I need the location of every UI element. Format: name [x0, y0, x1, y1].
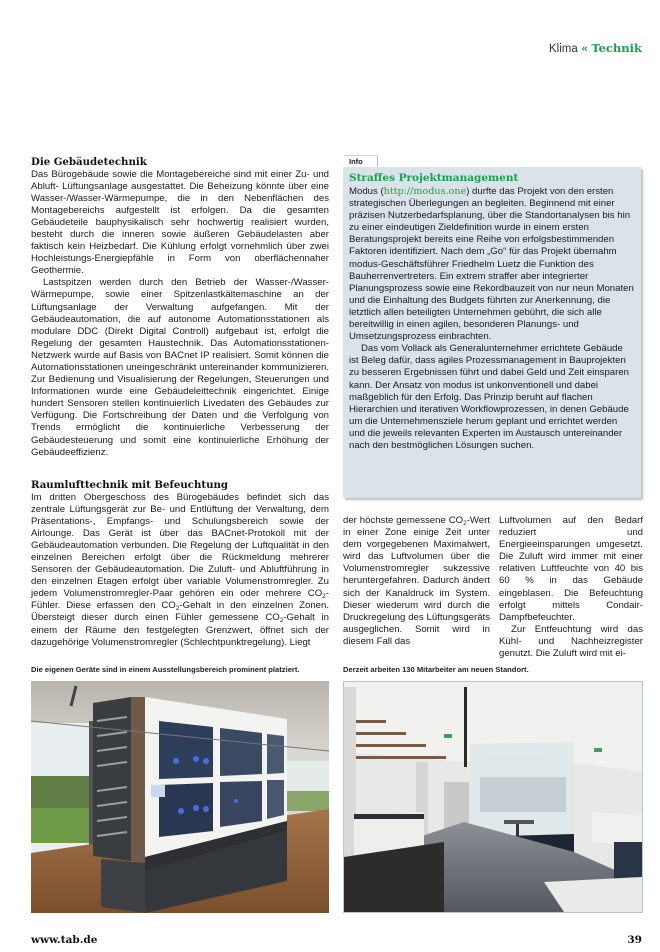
paragraph: Das Bürogebäude sowie die Montagebereiche sind mit einer Zu- und Abluft- Lüftungsanlage ausgestattet. Die Beheizung könnte über eine Wasser-/Wasser-Wärmepumpe, die in den Nebenflächen des Montagebereichs aufgestellt ist erfolgen. Da die gesamten Gebäudeteile bauphysikalisch sehr hochwertig realisiert wurden, besteht durch die inneren sowie äußeren Gebäudelasten aber faktisch kein Heizbedarf. Die Kühlung erfolgt vornehmlich über zwei Hochleistungs-Energiepfähle in Form von oberflächennaher Geothermie.	[31, 168, 329, 277]
subscript: 2	[463, 520, 467, 527]
photo-caption-right: Derzeit arbeiten 130 Mitarbeiter am neuen Standort.	[343, 665, 529, 674]
info-tab-label: Info	[344, 155, 378, 168]
article-column-middle	[343, 515, 490, 648]
article-column-right	[499, 515, 643, 660]
modus-link[interactable]: http://modus.one	[383, 186, 467, 197]
text-run: Im dritten Obergeschoss des Bürogebäudes befindet sich das zentrale Lüftungsgerät zur Be- und Entlüftung der Verwaltung, dem Präsentations-, Empfangs- und Schulungsbereich sowie der Airlounge. Das Gerät ist über das BACnet-Protokoll mit der Gebäudeautomation verbunden. Die Regelung der Luftqualität in den einzelnen Bereichen erfolgt über die Rückmeldung mehrerer Sensoren der Gebäudeautomation. Die Zuluft- und Abluftführung in den einzelnen Etagen erfolgt über variable Volumenstromregler. Zu jedem Volumenstromregler-Paar gehören ein oder mehrere CO	[31, 491, 329, 600]
paragraph: Zur Entfeuchtung wird das Kühl- und Nachheizregister genutzt. Die Zuluft wird mit ei-	[499, 623, 643, 660]
page-number: 39	[627, 934, 642, 946]
footer-website[interactable]: www.tab.de	[31, 934, 98, 946]
subscript: 2	[279, 617, 284, 625]
double-chevron-left-icon: «	[580, 41, 589, 55]
exhibition-photo	[31, 681, 329, 913]
info-paragraph: Das vom Vollack als Generalunternehmer errichtete Gebäude ist Beleg dafür, dass agiles Prozessmanagement in Bauprojekten zu besseren Ergebnissen führt und dabei Geld und Zeit einsparen kann. Der Ansatz von modus ist unkonventionell und dabei maßgeblich für den Erfolg. Das Prinzip beruht auf flachen Hierarchien und iterativen Workflowprozessen, in denen Gebäude um die Unternehmensziele herum geplant und errichtet werden und die jeweils relevanten Experten im Austausch untereinander nach den bestmöglichen Lösungen suchen.	[349, 343, 629, 451]
exhibition-hall-image-icon	[31, 681, 329, 913]
info-box	[343, 167, 641, 498]
text-run: Modus (	[349, 186, 384, 197]
info-box-title: Straffes Projektmanagement	[349, 172, 519, 184]
text-run: -Fühler. Diese erfassen den CO	[31, 588, 329, 612]
office-interior-image-icon	[344, 682, 642, 912]
paragraph: Lastspitzen werden durch den Betrieb der Wasser-/Wasser-Wärmepumpe, sowie einer Spitzenlastkältemaschine an der Lüftungsanlage der Verwaltung aufgefangen. Mit der Gebäudeautomation, die auf autonome Automationsstationen als modulare DDC (Direkt Digital Controll) aufgebaut ist, erfolgt die Regelung der gesamten Haustechnik. Das Automationsstationen-Netzwerk wurde auf Basis von BACnet IP realisiert. Somit können die Automationsstationen uneingeschränkt untereinander kommunizieren. Zur Bedienung und Visualisierung der Regelungen, Steuerungen und Informationen wurde eine Gebäudeleittechnik eingerichtet. Einige hundert Sensoren stellen kontinuierlich Livedaten des Gebäudes zur Verfügung. Die Fortschreibung der Daten und die Verfolgung von Trends ermöglicht die kontinuierliche Verbesserung der Gebäudesteuerung und somit eine kontinuierliche Erhöhung der Gebäudeeffizienz.	[31, 277, 329, 458]
section-heading-gebaeudetechnik: Die Gebäudetechnik	[31, 156, 147, 168]
text-run: -Gehalt in den einzelnen Zonen. Übersteigt dieser durch einen Fühler gemessene CO	[31, 600, 329, 624]
paragraph	[31, 492, 329, 649]
office-photo	[343, 681, 643, 913]
text-run: -Gehalt in einem der Räume den festgelegten Grenzwert, öffnet sich der dazugehörige Volumenstromregler (Schlechtpunktregelung). Liegt	[31, 612, 329, 648]
paragraph: Luftvolumen auf den Bedarf reduziert und Energieeinsparungen umgesetzt. Die Zuluft wird immer mit einer relativen Luftfeuchte von 40 bis 60 % in das Gebäude eingeblasen. Die Befeuchtung erfolgt mittels Condair-Dampfbefeuchter.	[499, 515, 643, 623]
photo-caption-left: Die eigenen Geräte sind in einem Ausstellungsbereich prominent platziert.	[31, 665, 300, 674]
paragraph	[343, 515, 490, 648]
text-run: ) durfte das Projekt von den ersten strategischen Überlegungen an begleiten. Beginnend mit einer präzisen Nutzerbedarfsplanung, über die Standortanalysen bis hin zu einer eindeutigen Zieldefinition wurde in einem ersten Beratungsprojekt bereits eine Reihe von erfolgsbestimmenden Faktoren identifiziert. Nach dem „Go“ für das Projekt übernahm modus-Geschäftsführer Friedhelm Luetz die Funktion des Bauherrenvertreters. Ein extrem straffer aber integrierter Planungsprozess sowie eine Rekordbauzeit von nur neun Monaten und die Einhaltung des Budgets führten zur Anerkennung, die letztlich allen beteiligten Unternehmen gebührt, die sich alle bereitwillig in einen agilen, besonderen Planungs- und Umsetzungsprozess einbrachten.	[349, 186, 634, 343]
running-header	[549, 41, 642, 55]
info-paragraph	[349, 186, 635, 343]
article-column-left-top	[31, 156, 329, 459]
header-section: Technik	[591, 41, 642, 55]
text-run: -Wert in einer Zone einige Zeit unter dem vorgegebenen Maximalwert, wird das Luftvolumen über die Volumenstromregler sukzessive heruntergefahren. Dadurch ändert sich der Kanaldruck im System. Dieser wiederum wird durch die Druckregelung des Lüftungsgeräts ausgeglichen. Somit wird in diesem Fall das	[343, 515, 490, 647]
text-run: der höchste gemessene CO	[343, 515, 464, 526]
article-column-left-bottom	[31, 479, 329, 649]
subscript: 2	[175, 605, 180, 613]
section-heading-raumlufttechnik: Raumlufttechnik mit Befeuchtung	[31, 479, 229, 491]
subscript: 2	[322, 593, 326, 601]
header-category: Klima	[549, 43, 578, 55]
